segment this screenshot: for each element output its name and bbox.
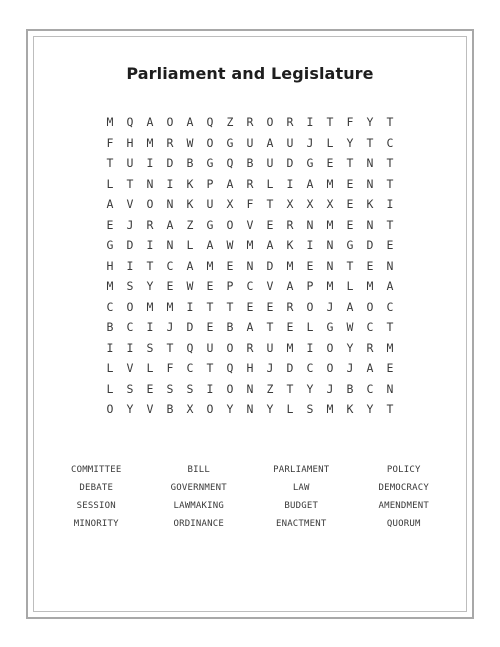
grid-letter: K bbox=[366, 197, 374, 212]
grid-letter: Z bbox=[186, 217, 194, 232]
grid-letter: X bbox=[226, 197, 234, 212]
grid-letter: C bbox=[386, 135, 394, 150]
grid-letter: A bbox=[186, 258, 194, 273]
grid-letter: C bbox=[166, 258, 174, 273]
word-list-item: LAWMAKING bbox=[173, 501, 225, 511]
grid-letter: E bbox=[106, 217, 114, 232]
grid-letter: B bbox=[186, 156, 194, 171]
grid-letter: E bbox=[306, 258, 314, 273]
grid-letter: O bbox=[326, 361, 334, 376]
grid-letter: J bbox=[346, 361, 354, 376]
grid-letter: N bbox=[366, 156, 374, 171]
grid-row bbox=[100, 153, 400, 174]
grid-letter: E bbox=[366, 258, 374, 273]
grid-letter: V bbox=[126, 361, 134, 376]
puzzle-title: Parliament and Legislature bbox=[126, 64, 374, 83]
grid-letter: S bbox=[166, 381, 174, 396]
grid-letter: O bbox=[126, 299, 134, 314]
grid-letter: E bbox=[146, 381, 154, 396]
grid-letter: I bbox=[146, 238, 154, 253]
grid-letter: S bbox=[126, 279, 134, 294]
grid-letter: F bbox=[166, 361, 174, 376]
grid-letter: O bbox=[366, 299, 374, 314]
word-list-item: LAW bbox=[292, 483, 310, 493]
grid-letter: T bbox=[386, 176, 394, 191]
grid-letter: Y bbox=[266, 402, 274, 417]
grid-letter: Q bbox=[226, 156, 234, 171]
grid-letter: T bbox=[206, 299, 214, 314]
grid-letter: M bbox=[326, 279, 334, 294]
grid-letter: J bbox=[166, 320, 174, 335]
grid-letter: N bbox=[366, 217, 374, 232]
grid-row bbox=[100, 358, 400, 379]
grid-letter: L bbox=[306, 320, 314, 335]
grid-letter: D bbox=[126, 238, 134, 253]
grid-letter: R bbox=[246, 340, 254, 355]
grid-letter: U bbox=[286, 135, 294, 150]
grid-letter: G bbox=[226, 135, 234, 150]
word-list-item: POLICY bbox=[386, 465, 421, 475]
grid-letter: N bbox=[306, 217, 314, 232]
grid-letter: N bbox=[246, 381, 254, 396]
grid-letter: I bbox=[126, 258, 134, 273]
grid-letter: A bbox=[306, 176, 314, 191]
grid-letter: M bbox=[106, 279, 114, 294]
grid-letter: M bbox=[246, 238, 254, 253]
grid-letter: C bbox=[366, 381, 374, 396]
grid-letter: L bbox=[186, 238, 194, 253]
grid-letter: K bbox=[286, 238, 294, 253]
word-list-item: BUDGET bbox=[284, 501, 319, 511]
grid-letter: A bbox=[166, 217, 174, 232]
grid-letter: N bbox=[386, 381, 394, 396]
grid-letter: C bbox=[386, 299, 394, 314]
grid-letter: Y bbox=[126, 402, 134, 417]
grid-letter: N bbox=[386, 258, 394, 273]
grid-letter: E bbox=[346, 197, 354, 212]
grid-letter: J bbox=[326, 381, 334, 396]
grid-letter: T bbox=[266, 197, 274, 212]
grid-letter: O bbox=[226, 381, 234, 396]
grid-letter: U bbox=[246, 135, 254, 150]
grid-letter: O bbox=[166, 115, 174, 130]
grid-row bbox=[100, 317, 400, 338]
grid-letter: Q bbox=[226, 361, 234, 376]
word-list-item: SESSION bbox=[76, 501, 116, 511]
grid-letter: R bbox=[286, 299, 294, 314]
grid-letter: A bbox=[266, 135, 274, 150]
grid-letter: G bbox=[306, 156, 314, 171]
grid-letter: C bbox=[186, 361, 194, 376]
grid-letter: K bbox=[186, 197, 194, 212]
grid-letter: D bbox=[186, 320, 194, 335]
grid-letter: K bbox=[186, 176, 194, 191]
grid-letter: R bbox=[286, 217, 294, 232]
grid-letter: A bbox=[346, 299, 354, 314]
word-list-item: GOVERNMENT bbox=[170, 483, 227, 493]
grid-letter: L bbox=[286, 402, 294, 417]
grid-letter: T bbox=[346, 258, 354, 273]
grid-letter: A bbox=[226, 176, 234, 191]
grid-row bbox=[100, 215, 400, 236]
grid-letter: T bbox=[226, 299, 234, 314]
grid-letter: G bbox=[326, 320, 334, 335]
grid-letter: T bbox=[386, 402, 394, 417]
grid-letter: X bbox=[186, 402, 194, 417]
grid-letter: U bbox=[266, 156, 274, 171]
grid-letter: O bbox=[206, 402, 214, 417]
word-list-item: ORDINANCE bbox=[173, 519, 225, 529]
grid-letter: I bbox=[146, 320, 154, 335]
grid-letter: B bbox=[166, 402, 174, 417]
grid-letter: Y bbox=[366, 402, 374, 417]
grid-letter: T bbox=[346, 156, 354, 171]
grid-letter: P bbox=[306, 279, 314, 294]
grid-letter: J bbox=[306, 135, 314, 150]
grid-letter: Y bbox=[146, 279, 154, 294]
grid-letter: F bbox=[346, 115, 354, 130]
grid-letter: J bbox=[266, 361, 274, 376]
grid-letter: A bbox=[266, 238, 274, 253]
grid-letter: I bbox=[306, 238, 314, 253]
grid-letter: A bbox=[106, 197, 114, 212]
grid-letter: N bbox=[246, 402, 254, 417]
word-list-row bbox=[45, 497, 455, 515]
grid-letter: T bbox=[366, 135, 374, 150]
grid-letter: O bbox=[206, 135, 214, 150]
grid-letter: N bbox=[366, 176, 374, 191]
grid-letter: M bbox=[146, 135, 154, 150]
word-list-item: DEBATE bbox=[79, 483, 114, 493]
word-list-item: PARLIAMENT bbox=[273, 465, 330, 475]
grid-letter: W bbox=[186, 135, 194, 150]
grid-letter: L bbox=[266, 176, 274, 191]
grid-letter: V bbox=[246, 217, 254, 232]
grid-letter: T bbox=[166, 340, 174, 355]
grid-letter: D bbox=[286, 156, 294, 171]
grid-letter: V bbox=[266, 279, 274, 294]
grid-letter: X bbox=[326, 197, 334, 212]
grid-letter: M bbox=[286, 258, 294, 273]
grid-letter: L bbox=[146, 361, 154, 376]
grid-row bbox=[100, 297, 400, 318]
grid-letter: T bbox=[266, 320, 274, 335]
grid-letter: F bbox=[246, 197, 254, 212]
word-list bbox=[45, 461, 455, 533]
grid-letter: I bbox=[106, 340, 114, 355]
grid-letter: N bbox=[246, 258, 254, 273]
grid-letter: I bbox=[306, 115, 314, 130]
grid-letter: D bbox=[366, 238, 374, 253]
grid-letter: M bbox=[386, 340, 394, 355]
word-list-item: COMMITTEE bbox=[70, 465, 122, 475]
grid-letter: K bbox=[346, 402, 354, 417]
grid-letter: M bbox=[326, 176, 334, 191]
grid-letter: A bbox=[186, 115, 194, 130]
grid-letter: R bbox=[366, 340, 374, 355]
grid-letter: L bbox=[106, 361, 114, 376]
grid-letter: S bbox=[126, 381, 134, 396]
grid-letter: O bbox=[226, 217, 234, 232]
grid-letter: R bbox=[286, 115, 294, 130]
grid-letter: E bbox=[266, 217, 274, 232]
grid-letter: G bbox=[346, 238, 354, 253]
letter-grid bbox=[100, 112, 400, 420]
word-list-item: MINORITY bbox=[73, 519, 119, 529]
grid-letter: M bbox=[366, 279, 374, 294]
grid-row bbox=[100, 112, 400, 133]
grid-letter: M bbox=[326, 217, 334, 232]
grid-letter: S bbox=[306, 402, 314, 417]
grid-letter: R bbox=[246, 176, 254, 191]
grid-letter: R bbox=[146, 217, 154, 232]
word-list-item: DEMOCRACY bbox=[378, 483, 430, 493]
grid-letter: I bbox=[286, 176, 294, 191]
grid-letter: A bbox=[146, 115, 154, 130]
grid-row bbox=[100, 399, 400, 420]
grid-row bbox=[100, 194, 400, 215]
grid-letter: C bbox=[306, 361, 314, 376]
grid-letter: W bbox=[186, 279, 194, 294]
word-list-row bbox=[45, 461, 455, 479]
grid-letter: U bbox=[206, 197, 214, 212]
grid-letter: Y bbox=[306, 381, 314, 396]
grid-letter: A bbox=[386, 279, 394, 294]
word-list-row bbox=[45, 479, 455, 497]
word-list-item: AMENDMENT bbox=[378, 501, 430, 511]
grid-letter: R bbox=[246, 115, 254, 130]
grid-letter: Q bbox=[186, 340, 194, 355]
grid-letter: D bbox=[166, 156, 174, 171]
grid-letter: U bbox=[126, 156, 134, 171]
grid-letter: T bbox=[286, 381, 294, 396]
grid-letter: I bbox=[186, 299, 194, 314]
grid-letter: T bbox=[126, 176, 134, 191]
grid-letter: B bbox=[106, 320, 114, 335]
grid-letter: U bbox=[266, 340, 274, 355]
grid-letter: G bbox=[206, 156, 214, 171]
grid-letter: T bbox=[146, 258, 154, 273]
grid-letter: M bbox=[206, 258, 214, 273]
grid-row bbox=[100, 276, 400, 297]
grid-letter: B bbox=[226, 320, 234, 335]
grid-letter: E bbox=[286, 320, 294, 335]
grid-letter: A bbox=[286, 279, 294, 294]
grid-letter: M bbox=[106, 115, 114, 130]
grid-letter: E bbox=[166, 279, 174, 294]
grid-letter: E bbox=[206, 320, 214, 335]
grid-letter: W bbox=[346, 320, 354, 335]
grid-row bbox=[100, 379, 400, 400]
grid-letter: E bbox=[226, 258, 234, 273]
grid-letter: N bbox=[326, 238, 334, 253]
grid-letter: L bbox=[326, 135, 334, 150]
grid-letter: M bbox=[166, 299, 174, 314]
grid-letter: I bbox=[146, 156, 154, 171]
grid-letter: J bbox=[326, 299, 334, 314]
grid-row bbox=[100, 235, 400, 256]
grid-letter: V bbox=[146, 402, 154, 417]
grid-letter: T bbox=[206, 361, 214, 376]
grid-letter: C bbox=[366, 320, 374, 335]
grid-letter: P bbox=[226, 279, 234, 294]
grid-letter: A bbox=[206, 238, 214, 253]
grid-letter: E bbox=[206, 279, 214, 294]
grid-letter: Y bbox=[366, 115, 374, 130]
grid-letter: C bbox=[106, 299, 114, 314]
grid-letter: Q bbox=[206, 115, 214, 130]
grid-letter: I bbox=[386, 197, 394, 212]
grid-letter: B bbox=[346, 381, 354, 396]
word-list-item: ENACTMENT bbox=[275, 519, 327, 529]
grid-letter: N bbox=[166, 238, 174, 253]
grid-letter: G bbox=[106, 238, 114, 253]
grid-letter: H bbox=[106, 258, 114, 273]
grid-letter: P bbox=[206, 176, 214, 191]
grid-letter: D bbox=[286, 361, 294, 376]
grid-letter: E bbox=[346, 176, 354, 191]
grid-letter: N bbox=[146, 176, 154, 191]
grid-letter: B bbox=[246, 156, 254, 171]
grid-letter: T bbox=[386, 320, 394, 335]
grid-letter: X bbox=[286, 197, 294, 212]
grid-letter: F bbox=[106, 135, 114, 150]
grid-letter: A bbox=[246, 320, 254, 335]
grid-letter: T bbox=[386, 217, 394, 232]
grid-letter: Y bbox=[226, 402, 234, 417]
word-list-row bbox=[45, 515, 455, 533]
grid-letter: E bbox=[386, 361, 394, 376]
grid-letter: O bbox=[146, 197, 154, 212]
grid-row bbox=[100, 133, 400, 154]
grid-letter: L bbox=[106, 381, 114, 396]
grid-letter: E bbox=[266, 299, 274, 314]
grid-letter: Y bbox=[346, 135, 354, 150]
grid-letter: M bbox=[146, 299, 154, 314]
grid-letter: V bbox=[126, 197, 134, 212]
grid-letter: M bbox=[286, 340, 294, 355]
grid-letter: T bbox=[386, 156, 394, 171]
grid-letter: N bbox=[326, 258, 334, 273]
grid-letter: C bbox=[246, 279, 254, 294]
grid-letter: I bbox=[126, 340, 134, 355]
grid-letter: O bbox=[306, 299, 314, 314]
grid-letter: Z bbox=[266, 381, 274, 396]
grid-letter: O bbox=[226, 340, 234, 355]
grid-letter: O bbox=[266, 115, 274, 130]
grid-letter: Z bbox=[226, 115, 234, 130]
grid-letter: E bbox=[246, 299, 254, 314]
grid-letter: I bbox=[306, 340, 314, 355]
grid-letter: O bbox=[326, 340, 334, 355]
word-list-item: QUORUM bbox=[386, 519, 421, 529]
grid-letter: T bbox=[326, 115, 334, 130]
grid-letter: L bbox=[346, 279, 354, 294]
grid-letter: S bbox=[146, 340, 154, 355]
grid-letter: E bbox=[326, 156, 334, 171]
grid-letter: S bbox=[186, 381, 194, 396]
grid-letter: I bbox=[166, 176, 174, 191]
grid-row bbox=[100, 338, 400, 359]
grid-letter: L bbox=[106, 176, 114, 191]
grid-letter: H bbox=[126, 135, 134, 150]
grid-letter: E bbox=[386, 238, 394, 253]
grid-letter: G bbox=[206, 217, 214, 232]
grid-row bbox=[100, 256, 400, 277]
grid-letter: E bbox=[346, 217, 354, 232]
grid-letter: C bbox=[126, 320, 134, 335]
grid-letter: M bbox=[326, 402, 334, 417]
grid-letter: D bbox=[266, 258, 274, 273]
grid-letter: N bbox=[166, 197, 174, 212]
word-list-item: BILL bbox=[187, 465, 210, 475]
grid-letter: I bbox=[206, 381, 214, 396]
grid-letter: Y bbox=[346, 340, 354, 355]
grid-letter: X bbox=[306, 197, 314, 212]
grid-letter: U bbox=[206, 340, 214, 355]
grid-letter: J bbox=[126, 217, 134, 232]
grid-letter: R bbox=[166, 135, 174, 150]
grid-letter: Q bbox=[126, 115, 134, 130]
grid-letter: W bbox=[226, 238, 234, 253]
grid-letter: H bbox=[246, 361, 254, 376]
grid-letter: T bbox=[386, 115, 394, 130]
grid-letter: A bbox=[366, 361, 374, 376]
grid-letter: O bbox=[106, 402, 114, 417]
grid-letter: T bbox=[106, 156, 114, 171]
grid-row bbox=[100, 174, 400, 195]
